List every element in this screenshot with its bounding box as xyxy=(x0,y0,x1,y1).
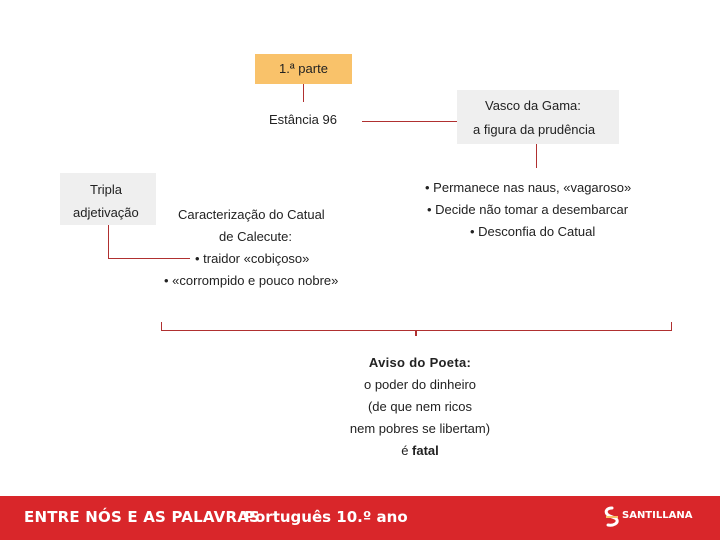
aviso-line3: nem pobres se libertam) xyxy=(349,421,491,436)
aviso-title: Aviso do Poeta: xyxy=(368,355,472,370)
triple-line1: Tripla xyxy=(90,182,123,197)
aviso-line4-bold: fatal xyxy=(412,443,439,458)
footer-subtitle: Português 10.º ano xyxy=(244,508,408,526)
bracket-tip xyxy=(415,330,417,336)
santillana-logo-icon xyxy=(604,506,620,528)
bracket-left xyxy=(161,322,162,330)
triple-box xyxy=(60,173,156,225)
vasco-box xyxy=(457,90,619,144)
connector-triple-down xyxy=(108,225,109,258)
catual-line2: de Calecute: xyxy=(219,229,292,244)
vasco-line1: Vasco da Gama: xyxy=(485,98,581,113)
catual-point1: • traidor «cobiçoso» xyxy=(195,251,310,266)
aviso-line4 xyxy=(320,440,520,462)
bracket-right xyxy=(671,322,672,330)
connector-triple-right xyxy=(108,258,190,259)
footer-title: ENTRE NÓS E AS PALAVRAS xyxy=(24,508,261,526)
aviso-block xyxy=(320,352,520,462)
aviso-line1: o poder do dinheiro xyxy=(363,377,477,392)
aviso-line4-prefix: é xyxy=(401,443,413,458)
catual-point2: • «corrompido e pouco nobre» xyxy=(164,273,339,288)
vasco-line2: a figura da prudência xyxy=(473,122,596,137)
stanza-label: Estância 96 xyxy=(269,112,337,127)
catual-line1: Caracterização do Catual xyxy=(178,207,325,222)
part-box xyxy=(255,54,352,84)
part-label: 1.ª parte xyxy=(279,61,328,76)
connector-stanza-vasco xyxy=(362,121,457,122)
connector-part-stanza xyxy=(303,84,304,102)
aviso-line2: (de que nem ricos xyxy=(367,399,473,414)
connector-vasco-points xyxy=(536,144,537,168)
vasco-point-1: • Permanece nas naus, «vagaroso» xyxy=(425,180,632,195)
footer-bar xyxy=(0,496,720,540)
footer-brand: SANTILLANA xyxy=(622,510,693,521)
triple-line2: adjetivação xyxy=(73,205,139,220)
vasco-point-3: • Desconfia do Catual xyxy=(470,224,596,239)
vasco-point-2: • Decide não tomar a desembarcar xyxy=(427,202,629,217)
